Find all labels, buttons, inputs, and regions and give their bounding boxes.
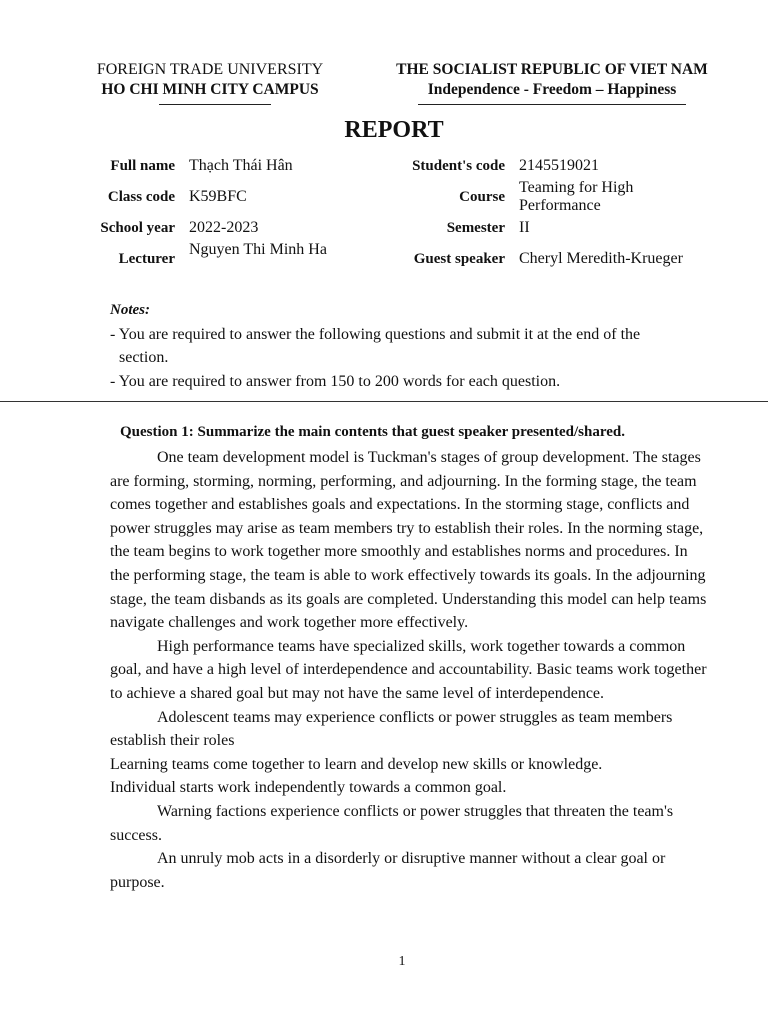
answer-paragraph: An unruly mob acts in a disorderly or disruptive manner without a clear goal or purpose. bbox=[110, 850, 666, 891]
full-name-label: Full name bbox=[110, 158, 175, 174]
student-code-value: 2145519021 bbox=[519, 157, 599, 174]
answer-paragraph: High performance teams have specialized skills, work together towards a common goal, and have a high level of interdependence and accountability. Basic teams work together to achieve a shared goal but may not have the same level of interdependence. bbox=[110, 637, 707, 702]
school-year-value: 2022-2023 bbox=[189, 219, 259, 236]
right-header-rule bbox=[418, 104, 686, 105]
lecturer-value: Nguyen Thi Minh Ha bbox=[189, 241, 327, 258]
course-label: Course bbox=[459, 189, 505, 205]
national-motto: Independence - Freedom – Happiness bbox=[427, 81, 677, 98]
class-code-label: Class code bbox=[107, 189, 175, 205]
question-1-answer bbox=[110, 446, 710, 894]
full-name-value: Thạch Thái Hân bbox=[189, 157, 293, 174]
country-name: THE SOCIALIST REPUBLIC OF VIET NAM bbox=[396, 61, 708, 78]
university-name: FOREIGN TRADE UNIVERSITY bbox=[96, 61, 324, 78]
page-title: REPORT bbox=[344, 117, 444, 143]
answer-paragraph: Individual starts work independently towards a common goal. bbox=[110, 779, 507, 797]
lecturer-label: Lecturer bbox=[118, 251, 175, 267]
question-1-title: Question 1: Summarize the main contents that guest speaker presented/shared. bbox=[120, 424, 625, 440]
school-year-label: School year bbox=[100, 220, 175, 236]
semester-value: II bbox=[519, 219, 530, 236]
course-value: Teaming for High Performance bbox=[519, 179, 634, 214]
guest-speaker-value: Cheryl Meredith-Krueger bbox=[519, 250, 683, 267]
notes-title: Notes: bbox=[110, 302, 150, 318]
section-divider bbox=[0, 401, 768, 402]
answer-paragraph: One team development model is Tuckman's stages of group development. The stages are forming, storming, norming, performing, and adjourning. In the forming stage, the team comes together and establishes goals and expectations. In the storming stage, conflicts and power struggles may arise as team members try to establish their roles. In the norming stage, the team begins to work together more smoothly and establishes norms and procedures. In the performing stage, the team is able to work effectively towards its goals. In the adjourning stage, the team disbands as its goals are completed. Understanding this model can help teams navigate challenges and work together more effectively. bbox=[110, 449, 707, 632]
note-item: section. bbox=[119, 349, 169, 366]
answer-paragraph: Learning teams come together to learn and develop new skills or knowledge. bbox=[110, 755, 603, 773]
class-code-value: K59BFC bbox=[189, 188, 247, 205]
note-item: - You are required to answer from 150 to 200 words for each question. bbox=[110, 373, 561, 390]
student-code-label: Student's code bbox=[412, 158, 505, 174]
campus-name: HO CHI MINH CITY CAMPUS bbox=[101, 81, 319, 98]
answer-paragraph: Warning factions experience conflicts or power struggles that threaten the team's success. bbox=[110, 802, 674, 844]
left-header-rule bbox=[159, 104, 271, 105]
note-item: - You are required to answer the following questions and submit it at the end of the bbox=[110, 326, 641, 343]
semester-label: Semester bbox=[446, 220, 505, 236]
answer-paragraph: Adolescent teams may experience conflicts or power struggles as team members establish their roles bbox=[110, 708, 673, 750]
guest-speaker-label: Guest speaker bbox=[413, 251, 505, 267]
page-number: 1 bbox=[398, 954, 406, 969]
